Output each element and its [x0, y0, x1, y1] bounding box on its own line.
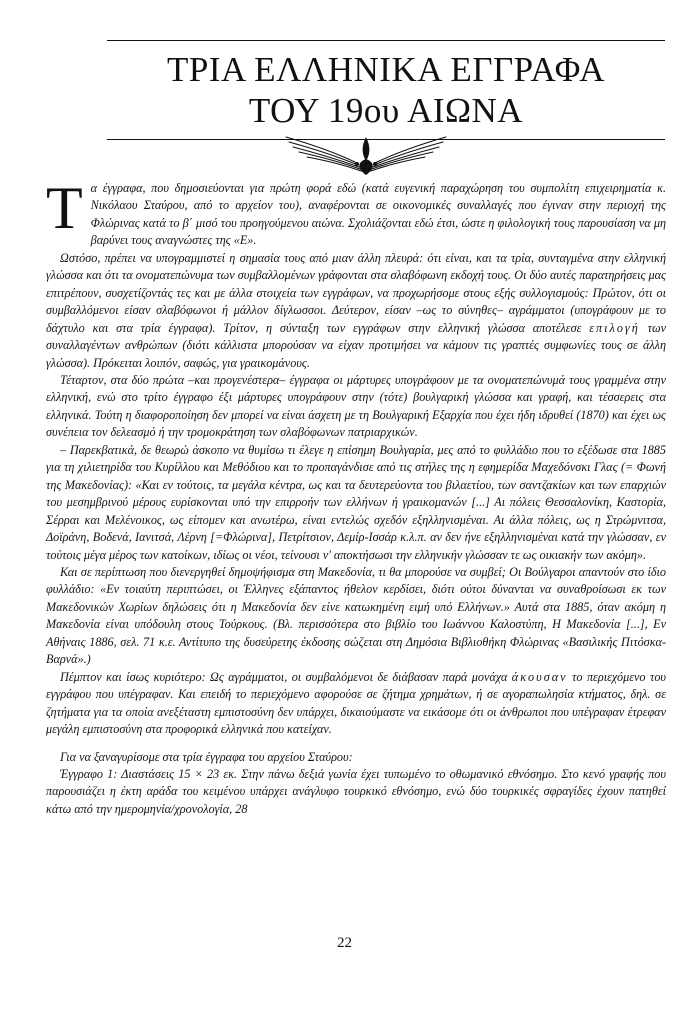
paragraph-2-text-b: των συναλλαγέντων ανθρώπων (διότι κάλλιστα μπορούσαν να είχαν προτιμήσει να κάμουν τις γραπτές συμφωνίες τους σε άλλη γλώσσα). Πρόκειται λοιπόν, σαφώς, για γραικομάνους.	[46, 320, 666, 370]
title-top-rule	[107, 40, 665, 41]
paragraph-gap	[46, 739, 666, 749]
paragraph-6-spaced: άκουσαν	[511, 669, 568, 684]
paragraph-5: Και σε περίπτωση που διενεργηθεί δημοψήφισμα στη Μακεδονία, τι θα μπορούσε να συμβεί; Οι Βούλγαροι απαντούν στο ίδιο φυλλάδιο: «Εν τοιαύτη περιπτώσει, οι Έλληνες εξάπαντος ήθελον κερδίσει, διότι ούτοι δύνανται να συναθροίσωσι εκ των Μακεδονικών Χωρίων δηλώσεις ότι η Μακεδονία δεν είνε κατωκημένη ειμή υπό Ελλήνων.» Αυτά στα 1885, όταν ακόμη η Μακεδονία είναι υπόδουλη στους Τούρκους. (Βλ. περισσότερα στο βιβλίο του Ιωάννου Καλοστύπη, Η Μακεδονία [...], Εν Αθήναις 1886, σελ. 71 κ.ε. Αντίτυπο της δυσεύρετης έκδοσης σώζεται στη Δημόσια Βιβλιοθήκη Φλώρινας «Βασιλικής Πιτόσκα-Βαρνά».)	[46, 564, 666, 667]
paragraph-intro	[46, 175, 666, 250]
paragraph-6-text-b: το περιεχόμενο του εγγράφου που υπέγραφαν. Και επειδή το περιεχόμενο αφορούσε σε ζήτημα χρημάτων, ή σε αγοραπωλησία κτήματος, δηλ. σε ζητήματα για τα οποία ανεξέταστη εμπιστοσύνη δεν υπάρχει, δικαιούμαστε να εικάσομε ότι οι άνθρωποι που υπέγραφαν έτρεφαν μεγάλη εμπιστοσύνη στα προφορικά ελληνικά που κατείχαν.	[46, 669, 667, 737]
title-line-2: ΤΟΥ 19ου ΑΙΩΝΑ	[248, 91, 524, 130]
paragraph-2	[46, 250, 666, 372]
paragraph-2-spaced: επιλογή	[589, 320, 640, 335]
article-body	[46, 175, 667, 818]
paragraph-3: Τέταρτον, στα δύο πρώτα –και προγενέστερα– έγγραφα οι μάρτυρες υπογράφουν με τα ονοματεπώνυμά τους γραμμένα στην ελληνική, ενώ στο τρίτο έγγραφο έξι μάρτυρες υπογράφουν στην (τότε) βουλγαρική γλώσσα και γραφή, και τέσσερεις στα ελληνικά. Τούτη η διαφοροποίηση δεν μπορεί να είναι άσχετη με τη Βουλγαρική Εξαρχία που έχει ήδη ιδρυθεί (1870) και έχει ως συνέπεια τον δελεασμό ή την τρομοκράτηση των σλαβόφωνων πατριαρχικών.	[46, 372, 666, 440]
paragraph-4: – Παρεκβατικά, δε θεωρώ άσκοπο να θυμίσω τι έλεγε η επίσημη Βουλγαρία, μες από το φυλλάδιο που το εξέδωσε στα 1885 για τη χιλιετηρίδα του Κυρίλλου και Μεθόδιου και το προπαγάνδισε από τις στήλες της η εφημερίδα Μαχεδόνσκι Γλας (= Φωνή της Μακεδονίας): «Και εν τούτοις, τα μεγάλα κέντρα, ως και τα δευτερεύοντα του βιλαετίου, των σαντζακίων και των επαρχιών του μεσημβρινού μέρους ευρίσκονται υπό την επιρροήν των ελλήνων ή γραικομανών [...] Αι πόλεις Θεσσαλονίκη, Καστορία, Σέρραι και Μελένοικος, ως είπομεν και ανωτέρω, είναι εντελώς σχεδόν εξηλληνισμέναι. Αι άλλα πόλεις, ως η Στρώμνιτσα, Δοϊράνη, Βοδενά, Ιανιτσά, Λέρνη [=Φλώρινα], Πετρίτσιον, Δεμίρ-Ισσάρ κ.λ.π. αν δεν ήνε εξηλληνισμέναι κατά την γλώσσαν, εν τούτοις μέγα μέρος των κατοίκων, ιδίως οι νέοι, τείνουσι ν' αποκτήσωσι την ελληνικήν γλώσσαν τε ως οικιακήν των ακόμη».	[46, 442, 666, 562]
paragraph-6-text-a: Πέμπτον και ίσως κυριότερο: Ως αγράμματοι, οι συμβαλόμενοι δε διάβασαν παρά μονάχα	[60, 669, 508, 684]
page-number: 22	[337, 935, 352, 951]
feathered-ornament-icon	[283, 133, 449, 177]
paragraph-7: Για να ξαναγυρίσομε στα τρία έγγραφα του αρχείου Σταύρου:	[60, 749, 353, 764]
paragraph-1-text: α έγγραφα, που δημοσιεύονται για πρώτη φορά εδώ (κατά ευγενική παραχώρηση του συμπολίτη επιχειρηματία κ. Νικόλαου Σταύρου, από το αρχείον του), αναφέρονται σε οικονομικές συναλλαγές που έγιναν στην περιοχή της Φλώρινας κατά το β΄ μισό του προηγούμενου αιώνα. Σχολιάζονται εδώ έτσι, ώστε η φιλολογική τους παρουσίαση να μη βαρύνει τους αναγνώστες της «Ε».	[90, 181, 666, 248]
title-line-1: ΤΡΙΑ ΕΛΛΗΝΙΚΑ ΕΓΓΡΑΦΑ	[167, 50, 605, 89]
paragraph-8: Έγγραφο 1: Διαστάσεις 15 × 23 εκ. Στην πάνω δεξιά γωνία έχει τυπωμένο το οθωμανικό εθνόσημο. Στο κενό γραφής που παρουσιάζει η έκτη αράδα του κειμένου υπάρχει ανάγλυφο τουρκικό εθνόσημο, ενώ δύο τουρκικές σφραγίδες έχουν πατηθεί κάτω από την ημερομηνία/χρονολογία, 28	[46, 766, 666, 816]
paragraph-6	[46, 669, 666, 739]
drop-cap: Τ	[46, 175, 83, 241]
paragraph-2-text-a: Ωστόσο, πρέπει να υπογραμμιστεί η σημασία τους από μιαν άλλη πλευρά: ότι είναι, και τα τρία, συνταγμένα στην ελληνική γλώσσα και ότι τα ονοματεπώνυμα των συμβαλλομένων γράφονται στα σλαβόφωνη εκδοχή τους. Οι δύο αυτές παρατηρήσεις μας επιτρέπουν, συσχετίζοντάς τες και με άλλα στοιχεία των εγγράφων, να προχωρήσομε στους εξής συλλογισμούς: Πρώτον, ότι οι συμβαλλόμενοι είσαν σλαβόφωνοι ή μάλλον δίγλωσσοι. Δεύτερον, είσαν –ως το σύνηθες– αγράμματοι (υπογράφουν με το δάχτυλο και στα τρία έγγραφα). Τρίτον, η σύνταξη των εγγράφων στην ελληνική γλώσσα αποτέλεσε	[46, 250, 666, 335]
